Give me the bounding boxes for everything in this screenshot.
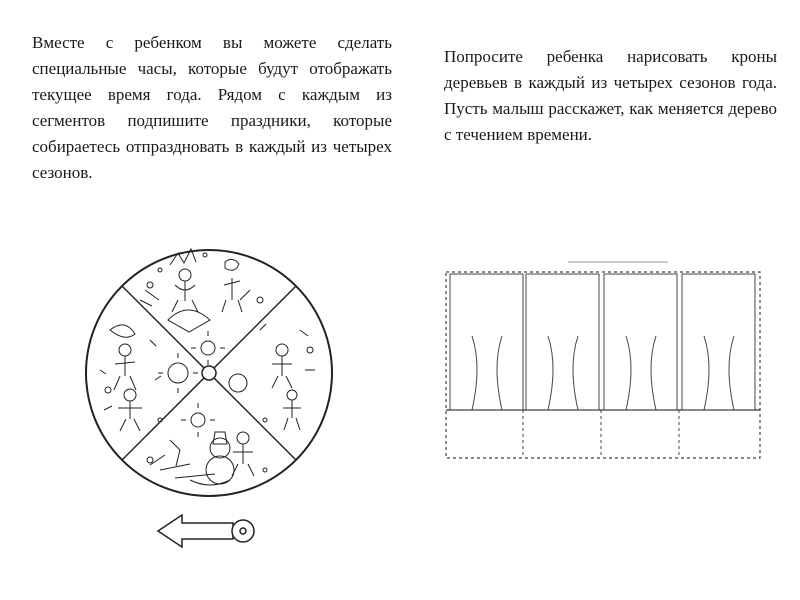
- arrow-pivot-hole: [240, 528, 246, 534]
- season-clock: [86, 249, 332, 496]
- tree-trunk: [704, 336, 734, 410]
- spring-segment: [100, 325, 198, 431]
- tree-trunk: [472, 336, 502, 410]
- tree-panel-3: [604, 274, 677, 410]
- tree-trunk: [548, 336, 578, 410]
- panel-frame: [682, 274, 755, 410]
- tree-trunk: [626, 336, 656, 410]
- autumn-segment: [147, 403, 267, 485]
- clock-hand-arrow: [158, 515, 254, 547]
- clock-center-pin: [202, 366, 216, 380]
- left-instruction-text: Вместе с ребенком вы можете сделать специальные часы, которые будут отображать текущее время года. Рядом с каждым из сегментов подпишите праздники, которые собираетесь отпраздновать в каждый из четырех сезонов.: [32, 33, 392, 182]
- right-instruction-text: Попросите ребенка нарисовать кроны деревьев в каждый из четырех сезонов года. Пусть малыш расскажет, как меняется дерево с течением времени.: [444, 47, 777, 144]
- arrow-head-icon: [158, 515, 233, 547]
- panel-frame: [526, 274, 599, 410]
- cutout-outline: [446, 272, 760, 458]
- tree-panels: [446, 262, 760, 458]
- tree-panel-1: [450, 274, 523, 410]
- tree-panel-2: [526, 274, 599, 410]
- tree-panel-4: [682, 274, 755, 410]
- panel-frame: [604, 274, 677, 410]
- panel-frame: [450, 274, 523, 410]
